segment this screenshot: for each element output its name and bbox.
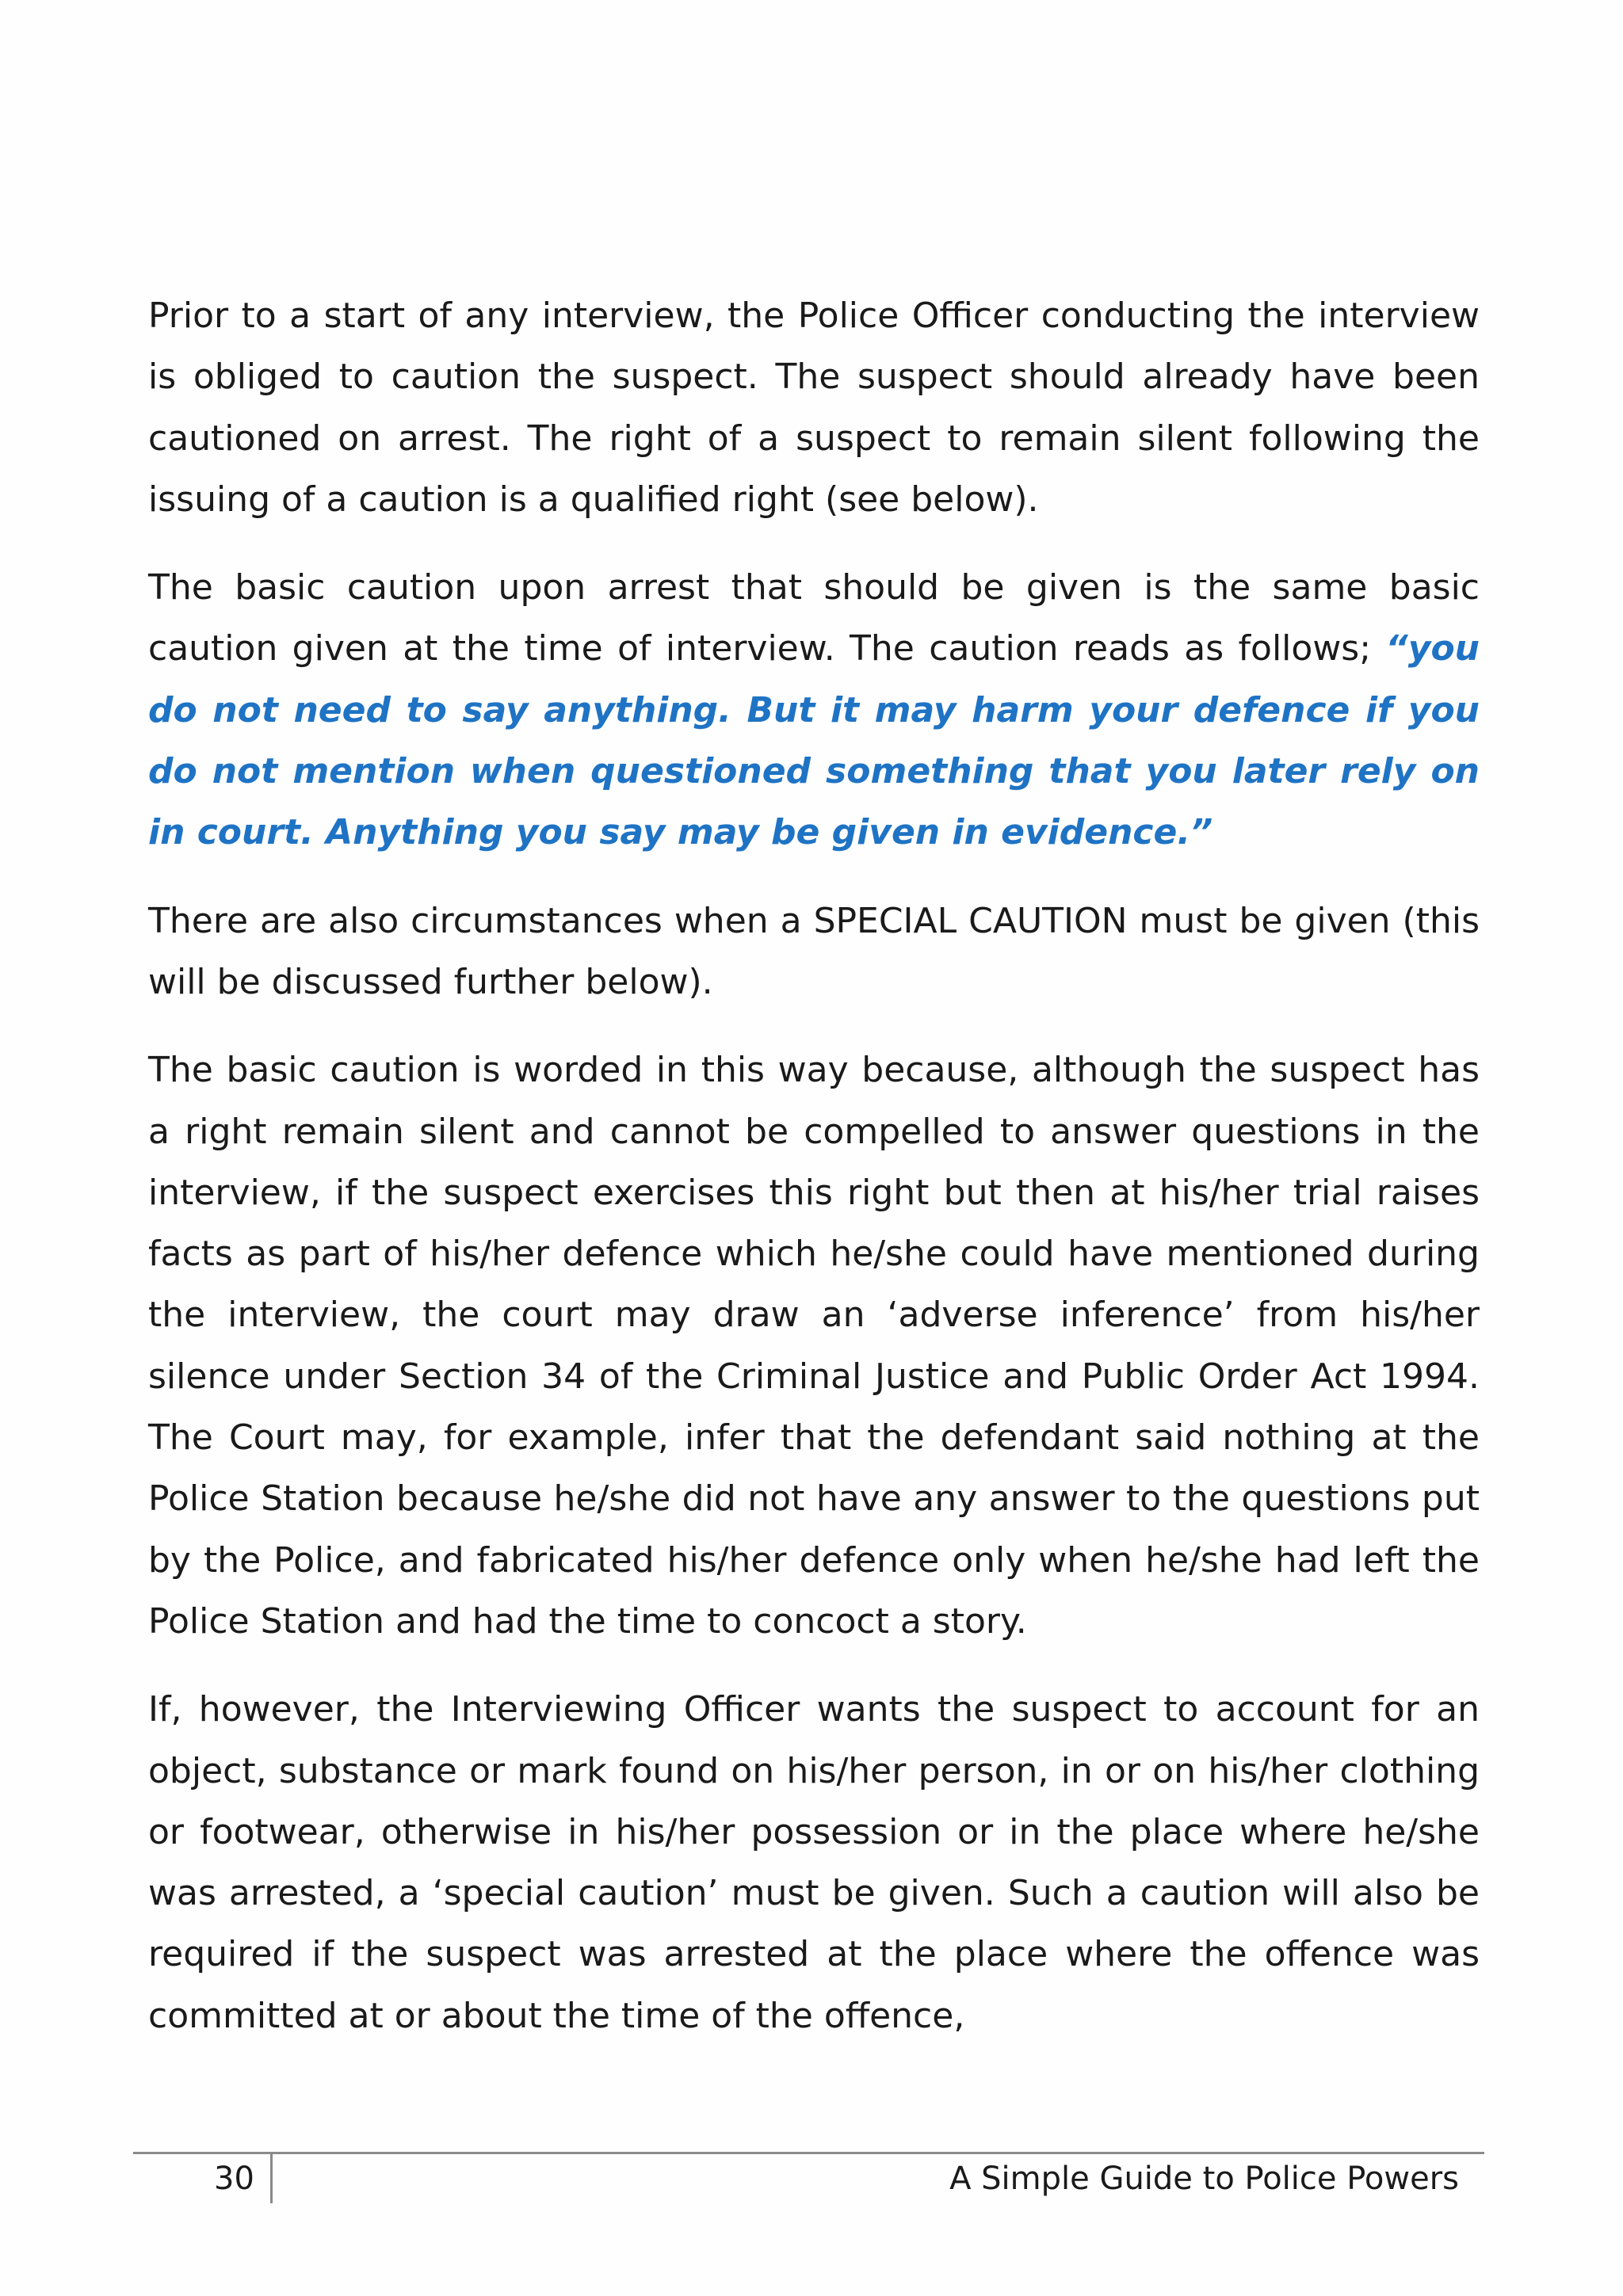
body-text bbox=[148, 285, 1480, 2073]
paragraph-basic-caution bbox=[148, 557, 1480, 863]
paragraph-adverse-inference: The basic caution is worded in this way because, although the suspect has a right remain silent and cannot be compelled to answer questions in the interview, if the suspect exercises this right but then at his/her trial raises facts as part of his/her defence which he/she could have mentioned during the interview, the court may draw an ‘adverse inference’ from his/her silence under Section 34 of the Criminal Justice and Public Order Act 1994. The Court may, for example, infer that the defendant said nothing at the Police Station because he/she did not have any answer to the questions put by the Police, and fabricated his/her defence only when he/she had left the Police Station and had the time to concoct a story. bbox=[148, 1050, 1480, 1642]
footer-divider bbox=[270, 2154, 273, 2203]
footer-rule bbox=[133, 2152, 1484, 2154]
page-number: 30 bbox=[214, 2161, 254, 2197]
running-title: A Simple Guide to Police Powers bbox=[949, 2161, 1459, 2197]
caution-wording: “you do not need to say anything. But it may harm your defence if you do not mention when questioned something that you later rely on in court. Anything you say may be given in evidence.” bbox=[148, 628, 1480, 853]
paragraph-special-caution-requirements: If, however, the Interviewing Officer wants the suspect to account for an object, substance or mark found on his/her person, in or on his/her clothing or footwear, otherwise in his/her possession or in the place where he/she was arrested, a ‘special caution’ must be given. Such a caution will also be required if the suspect was arrested at the place where the offence was committed at or about the time of the offence, bbox=[148, 1689, 1480, 2036]
paragraph-interview-caution: Prior to a start of any interview, the Police Officer conducting the interview is obliged to caution the suspect. The suspect should already have been cautioned on arrest. The right of a suspect to remain silent following the issuing of a caution is a qualified right (see below). bbox=[148, 296, 1480, 520]
basic-caution-intro: The basic caution upon arrest that should be given is the same basic caution given at the time of interview. The caution reads as follows; bbox=[148, 567, 1480, 669]
paragraph-special-caution: There are also circumstances when a SPECIAL CAUTION must be given (this will be discussed further below). bbox=[148, 900, 1480, 1002]
